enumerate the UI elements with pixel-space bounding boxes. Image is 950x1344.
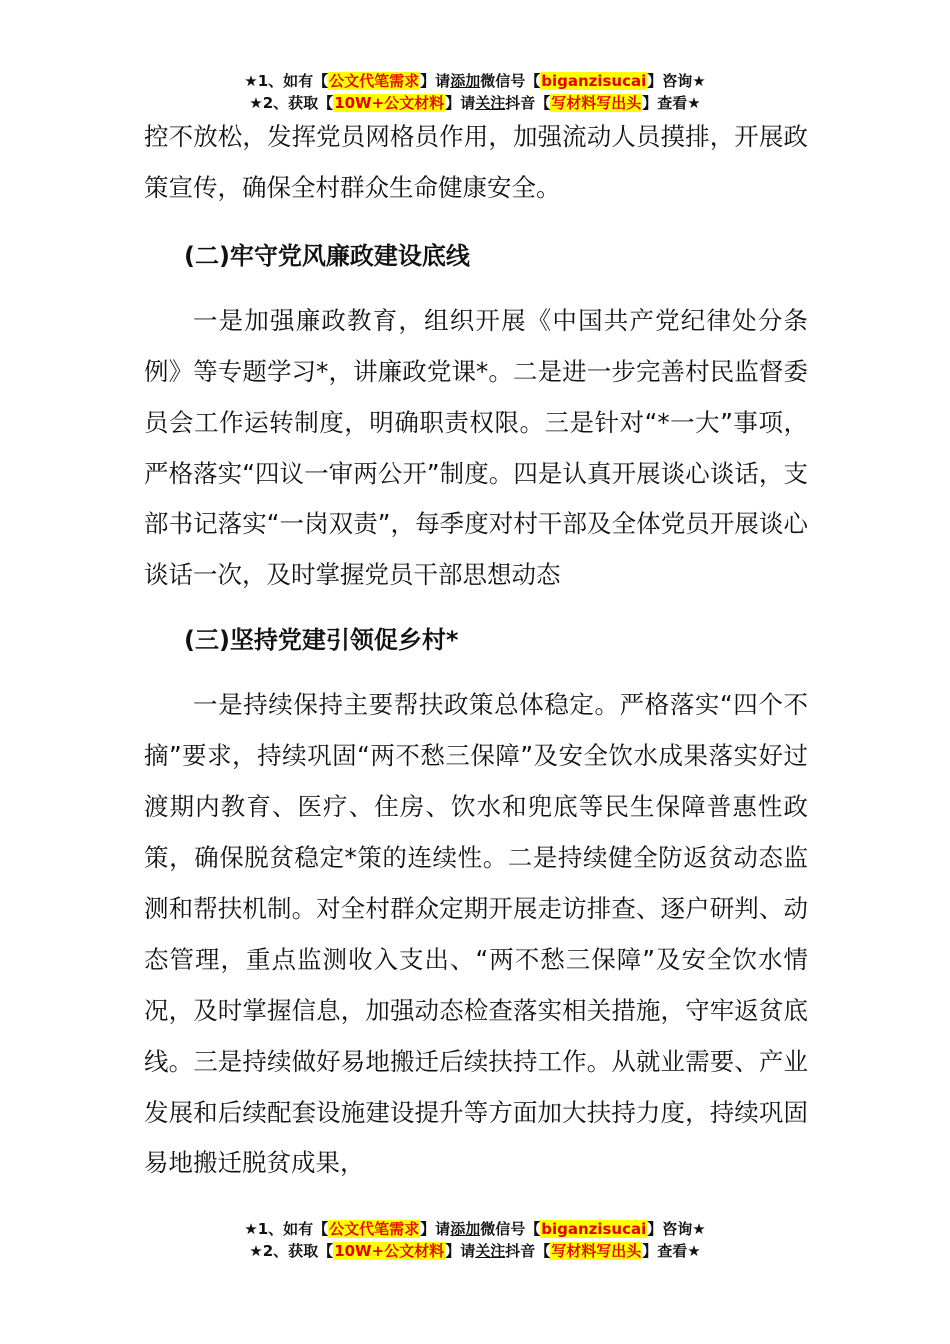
banner-line-2	[0, 92, 950, 114]
banner-line-1-suffix: 】咨询★	[647, 1220, 706, 1238]
banner-line-2-mid2: 抖音【	[505, 94, 551, 112]
banner-underline-follow: 关注	[475, 94, 506, 112]
banner-line-2-mid2: 抖音【	[505, 1242, 551, 1260]
banner-highlight-wechat-id: biganzisucai	[541, 1220, 647, 1238]
banner-line-1-suffix: 】咨询★	[647, 72, 706, 90]
banner-line-2	[0, 1240, 950, 1262]
section-2-paragraph: 一是加强廉政教育，组织开展《中国共产党纪律处分条例》等专题学习*，讲廉政党课*。二是进一步完善村民监督委员会工作运转制度，明确职责权限。三是针对“*一大”事项，严格落实“四议一审两公开”制度。四是认真开展谈心谈话，支部书记落实“一岗双责”，每季度对村干部及全体党员开展谈心谈话一次，及时掌握党员干部思想动态	[144, 305, 808, 590]
continued-paragraph: 控不放松，发挥党员网格员作用，加强流动人员摸排，开展政策宣传，确保全村群众生命健康安全。	[144, 122, 808, 202]
section-3-paragraph: 一是持续保持主要帮扶政策总体稳定。严格落实“四个不摘”要求，持续巩固“两不愁三保障”及安全饮水成果落实好过渡期内教育、医疗、住房、饮水和兜底等民生保障普惠性政策，确保脱贫稳定*策的连续性。二是持续健全防返贫动态监测和帮扶机制。对全村群众定期开展走访排查、逐户研判、动态管理，重点监测收入支出、“两不愁三保障”及安全饮水情况，及时掌握信息，加强动态检查落实相关措施，守牢返贫底线。三是持续做好易地搬迁后续扶持工作。从就业需要、产业发展和后续配套设施建设提升等方面加大扶持力度，持续巩固易地搬迁脱贫成果，	[144, 690, 808, 1178]
banner-underline-add: 添加	[450, 72, 481, 90]
section-heading-2: (二)牢守党风廉政建设底线	[184, 241, 470, 270]
banner-underline-add: 添加	[450, 1220, 481, 1238]
banner-line-2-prefix: ★2、获取【	[249, 94, 334, 112]
banner-line-1-mid2: 微信号【	[480, 1220, 541, 1238]
banner-highlight-materials: 10W+公文材料	[334, 94, 445, 112]
banner-line-2-mid: 】请	[445, 1242, 476, 1260]
banner-line-1-mid2: 微信号【	[480, 72, 541, 90]
section-heading-3: (三)坚持党建引领促乡村*	[184, 626, 459, 655]
banner-highlight-service: 公文代笔需求	[329, 1220, 420, 1238]
banner-line-1	[0, 1218, 950, 1240]
document-body	[144, 112, 808, 1198]
header-banner	[0, 70, 950, 114]
banner-line-2-suffix: 】查看★	[642, 94, 701, 112]
banner-highlight-douyin-account: 写材料写出头	[551, 94, 642, 112]
banner-line-1-mid: 】请	[420, 72, 451, 90]
banner-line-2-prefix: ★2、获取【	[249, 1242, 334, 1260]
banner-highlight-service: 公文代笔需求	[329, 72, 420, 90]
banner-highlight-materials: 10W+公文材料	[334, 1242, 445, 1260]
banner-line-1-prefix: ★1、如有【	[244, 1220, 329, 1238]
banner-highlight-douyin-account: 写材料写出头	[551, 1242, 642, 1260]
banner-underline-follow: 关注	[475, 1242, 506, 1260]
banner-line-1-prefix: ★1、如有【	[244, 72, 329, 90]
banner-line-2-mid: 】请	[445, 94, 476, 112]
banner-line-1	[0, 70, 950, 92]
banner-line-1-mid: 】请	[420, 1220, 451, 1238]
banner-line-2-suffix: 】查看★	[642, 1242, 701, 1260]
banner-highlight-wechat-id: biganzisucai	[541, 72, 647, 90]
footer-banner	[0, 1218, 950, 1262]
